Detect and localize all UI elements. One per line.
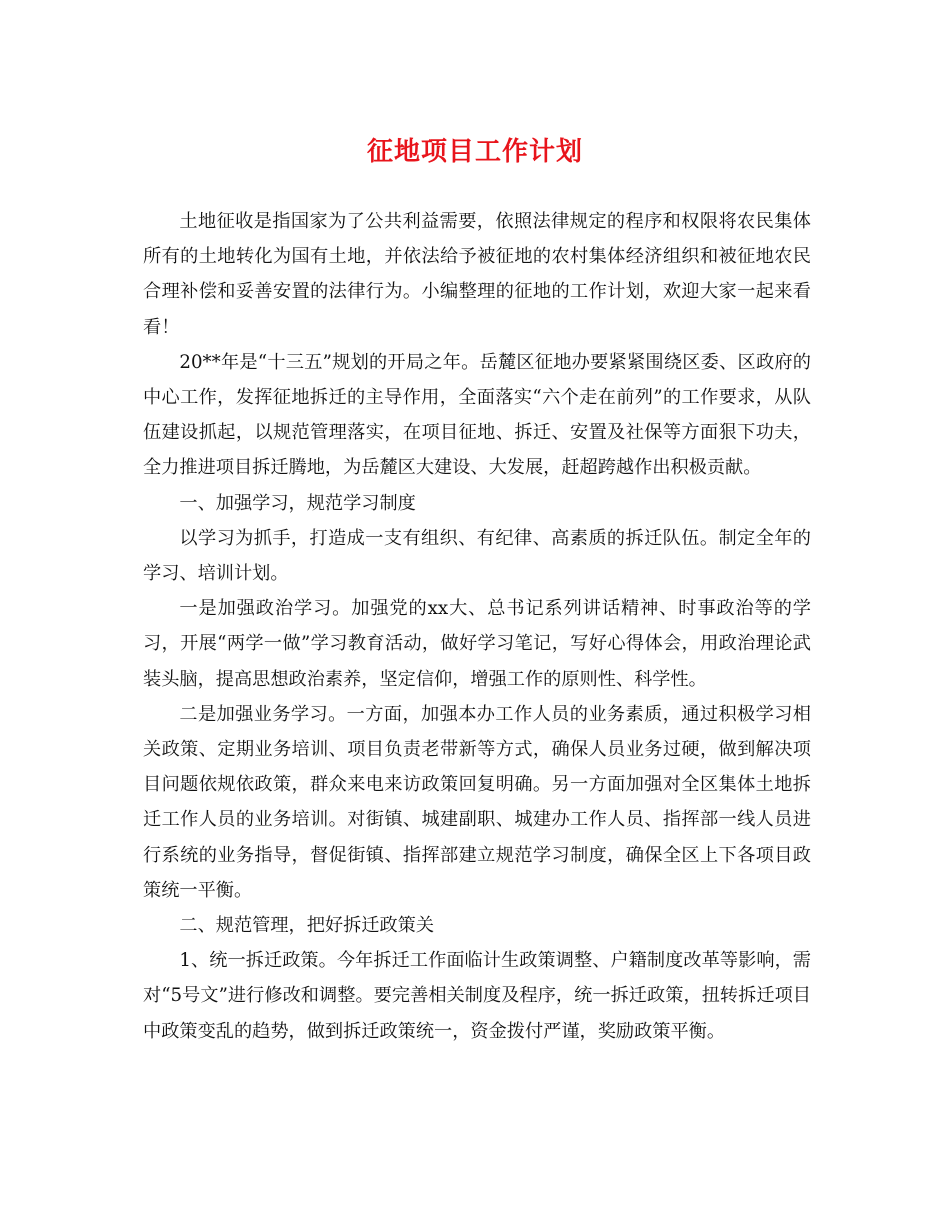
section-heading-management: 二、规范管理，把好拆迁政策关 xyxy=(179,915,435,937)
paragraph-political-study: 一是加强政治学习。加强党的xx大、总书记系列讲话精神、时事政治等的学习，开展“两学一做”学习教育活动，做好学习笔记，写好心得体会，用政治理论武装头脑，提高思想政治素养，坚定信仰，增强工作的原则性、科学性。 xyxy=(143,598,811,690)
paragraph-overview: 20**年是“十三五”规划的开局之年。岳麓区征地办要紧紧围绕区委、区政府的中心工作，发挥征地拆迁的主导作用，全面落实“六个走在前列”的工作要求，从队伍建设抓起，以规范管理落实，在项目征地、拆迁、安置及社保等方面狠下功夫，全力推进项目拆迁腾地，为岳麓区大建设、大发展，赶超跨越作出积极贡献。 xyxy=(143,351,811,479)
document-body xyxy=(143,204,811,1049)
paragraph-business-study: 二是加强业务学习。一方面，加强本办工作人员的业务素质，通过积极学习相关政策、定期业务培训、项目负责老带新等方式，确保人员业务过硬，做到解决项目问题依规依政策，群众来电来访政策回复明确。另一方面加强对全区集体土地拆迁工作人员的业务培训。对街镇、城建副职、城建办工作人员、指挥部一线人员进行系统的业务指导，督促街镇、指挥部建立规范学习制度，确保全区上下各项目政策统一平衡。 xyxy=(143,703,811,901)
section-heading-study: 一、加强学习，规范学习制度 xyxy=(179,492,416,514)
document-title: 征地项目工作计划 xyxy=(366,137,583,167)
paragraph-intro: 土地征收是指国家为了公共利益需要，依照法律规定的程序和权限将农民集体所有的土地转化为国有土地，并依法给予被征地的农村集体经济组织和被征地农民合理补偿和妥善安置的法律行为。小编整理的征地的工作计划，欢迎大家一起来看看！ xyxy=(143,211,811,338)
paragraph-unified-policy: 1、统一拆迁政策。今年拆迁工作面临计生政策调整、户籍制度改革等影响，需对“5号文”进行修改和调整。要完善相关制度及程序，统一拆迁政策，扭转拆迁项目中政策变乱的趋势，做到拆迁政策统一，资金拨付严谨，奖励政策平衡。 xyxy=(143,950,811,1042)
paragraph-study-intro: 以学习为抓手，打造成一支有组织、有纪律、高素质的拆迁队伍。制定全年的学习、培训计划。 xyxy=(143,527,811,585)
